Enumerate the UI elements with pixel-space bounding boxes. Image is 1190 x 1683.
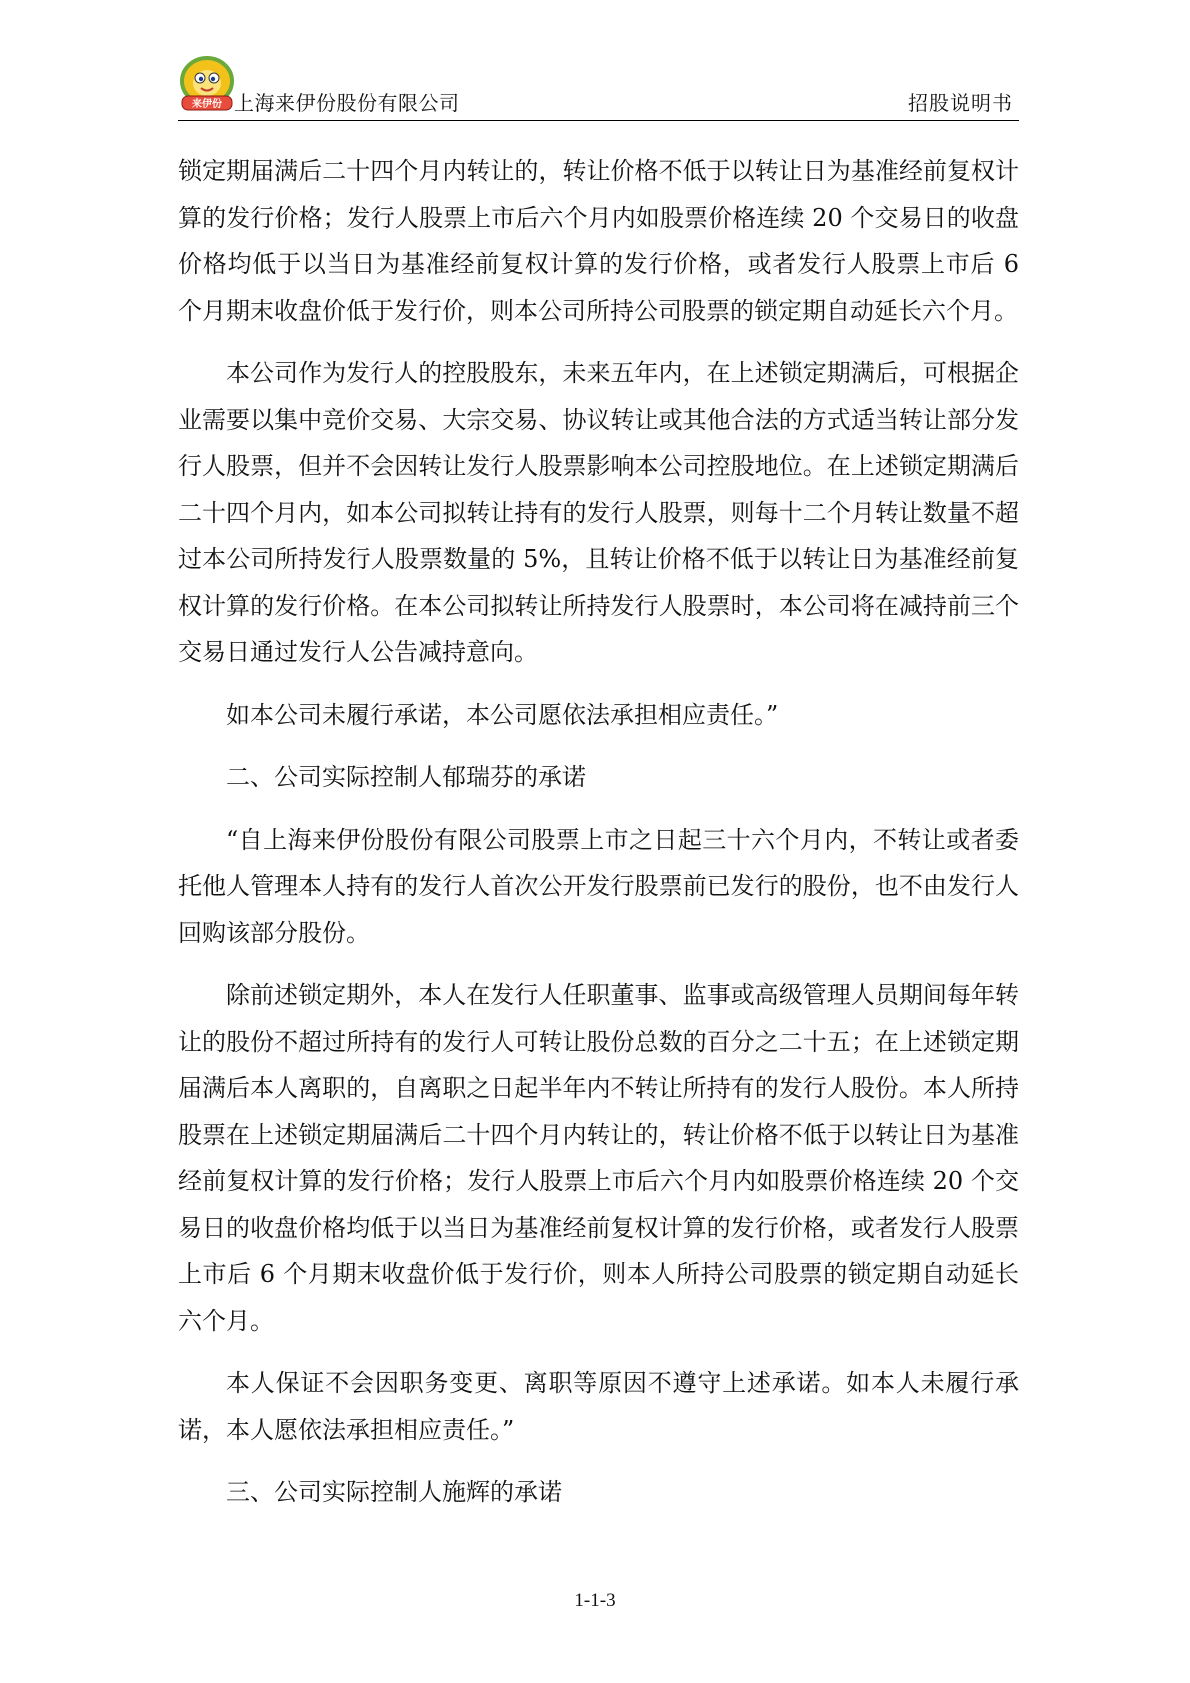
document-body (178, 148, 1019, 1532)
body-paragraph: 本公司作为发行人的控股股东，未来五年内，在上述锁定期满后，可根据企业需要以集中竞价交易、大宗交易、协议转让或其他合法的方式适当转让部分发行人股票，但并不会因转让发行人股票影响本公司控股地位。在上述锁定期满后二十四个月内，如本公司拟转让持有的发行人股票，则每十二个月转让数量不超过本公司所持发行人股票数量的 5%，且转让价格不低于以转让日为基准经前复权计算的发行价格。在本公司拟转让所持发行人股票时，本公司将在减持前三个交易日通过发行人公告减持意向。 (178, 359, 1019, 666)
page-number: 1-1-3 (574, 1590, 616, 1611)
section-heading: 二、公司实际控制人郁瑞芬的承诺 (226, 763, 586, 791)
body-paragraph: 锁定期届满后二十四个月内转让的，转让价格不低于以转让日为基准经前复权计算的发行价格；发行人股票上市后六个月内如股票价格连续 20 个交易日的收盘价格均低于以当日为基准经前复权计算的发行价格，或者发行人股票上市后 6 个月期末收盘价低于发行价，则本公司所持公司股票的锁定期自动延长六个月。 (178, 157, 1019, 325)
body-paragraph: 本人保证不会因职务变更、离职等原因不遵守上述承诺。如本人未履行承诺，本人愿依法承担相应责任。” (178, 1369, 1019, 1444)
body-paragraph: 如本公司未履行承诺，本公司愿依法承担相应责任。” (226, 700, 779, 729)
page-header (178, 56, 1019, 121)
logo-text: 来伊份 (192, 99, 222, 110)
body-paragraph: “自上海来伊份股份有限公司股票上市之日起三十六个月内，不转让或者委托他人管理本人持有的发行人首次公开发行股票前已发行的股份，也不由发行人回购该部分股份。 (178, 825, 1019, 947)
header-document-type: 招股说明书 (908, 91, 1013, 115)
company-logo-icon (178, 56, 236, 112)
body-paragraph: 除前述锁定期外，本人在发行人任职董事、监事或高级管理人员期间每年转让的股份不超过所持有的发行人可转让股份总数的百分之二十五；在上述锁定期届满后本人离职的，自离职之日起半年内不转让所持有的发行人股份。本人所持股票在上述锁定期届满后二十四个月内转让的，转让价格不低于以转让日为基准经前复权计算的发行价格；发行人股票上市后六个月内如股票价格连续 20 个交易日的收盘价格均低于以当日为基准经前复权计算的发行价格，或者发行人股票上市后 6 个月期末收盘价低于发行价，则本人所持公司股票的锁定期自动延长六个月。 (178, 981, 1019, 1335)
header-company-name: 上海来伊份股份有限公司 (234, 91, 460, 115)
section-heading: 三、公司实际控制人施辉的承诺 (226, 1478, 562, 1506)
